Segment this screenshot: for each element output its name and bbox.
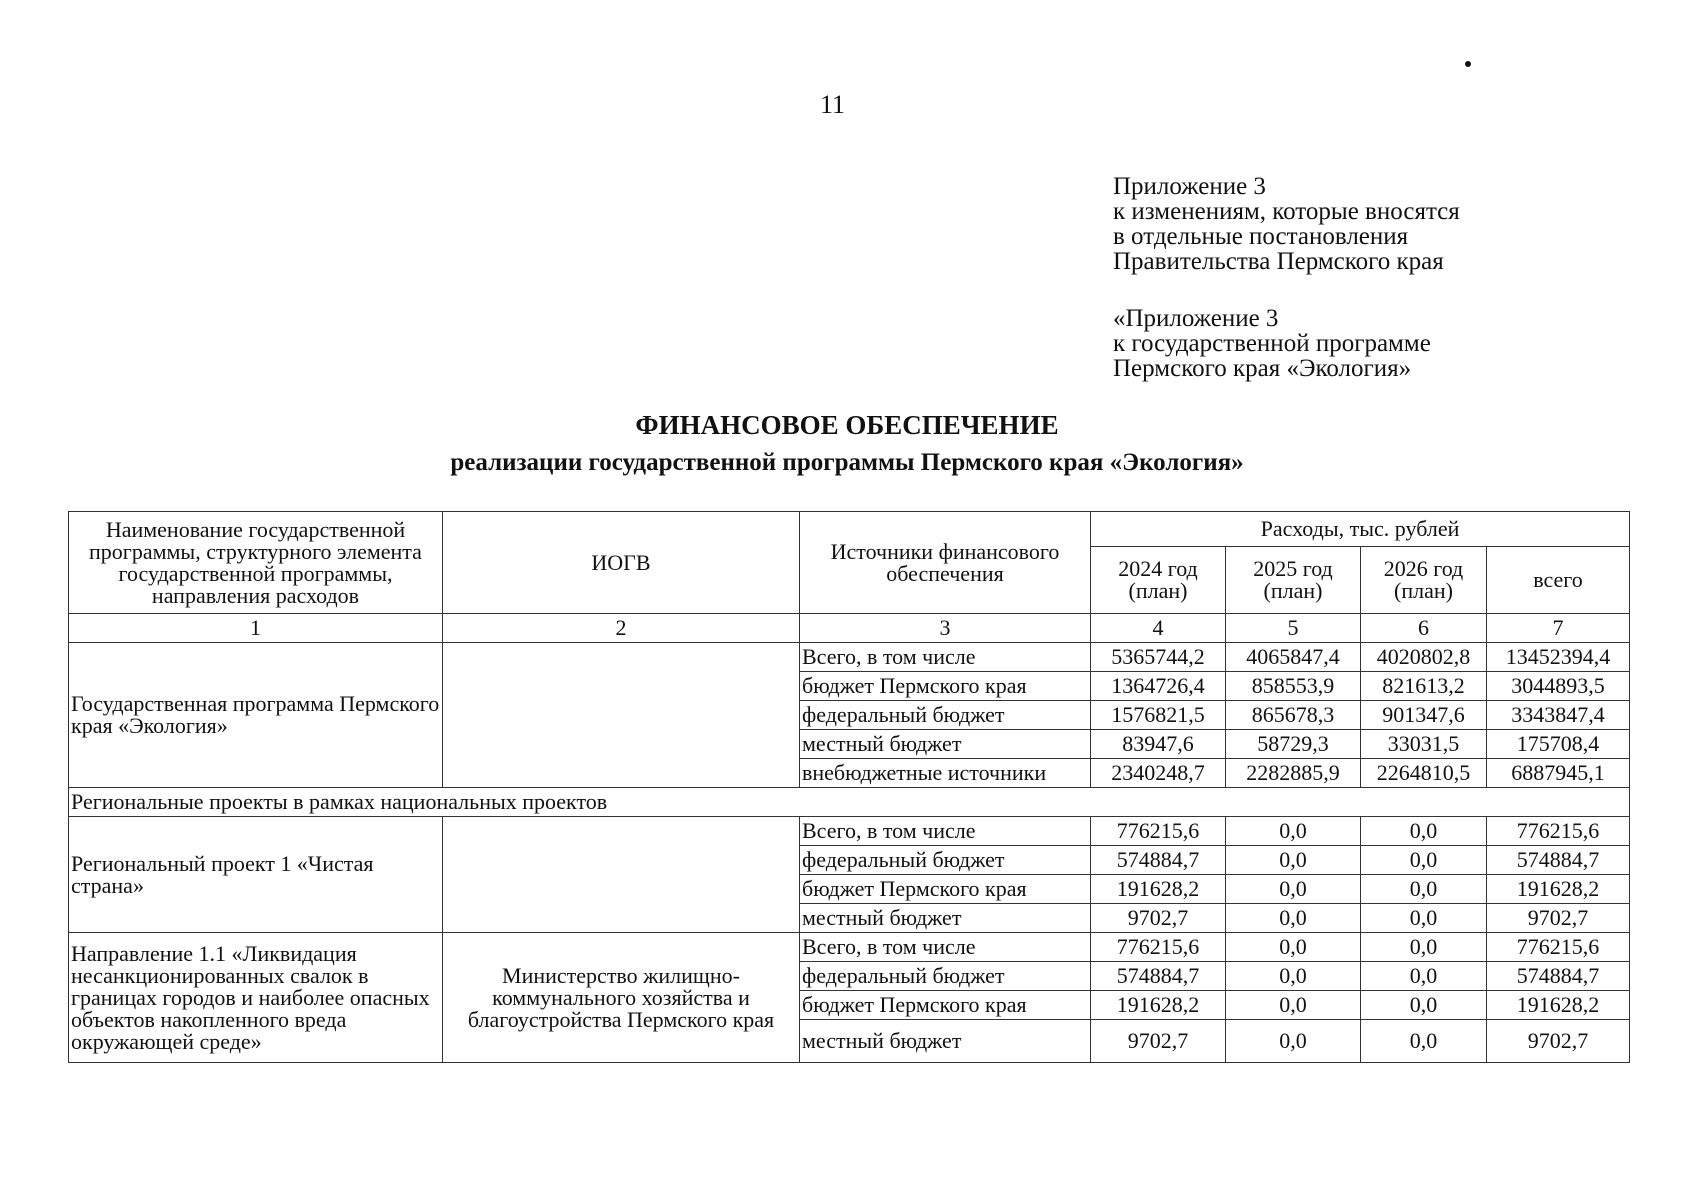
value-2025: 0,0 [1226,991,1361,1020]
value-2026: 0,0 [1361,904,1487,933]
document-title: ФИНАНСОВОЕ ОБЕСПЕЧЕНИЕ [635,410,1059,440]
value-total: 574884,7 [1487,962,1630,991]
value-2026: 0,0 [1361,933,1487,962]
column-number: 4 [1091,614,1226,643]
source-cell: Всего, в том числе [800,817,1091,846]
value-total: 13452394,4 [1487,643,1630,672]
value-2025: 0,0 [1226,962,1361,991]
annex-header-line: к изменениям, которые вносятся [1113,198,1460,225]
column-number: 6 [1361,614,1487,643]
value-2026: 901347,6 [1361,701,1487,730]
page-number: 11 [820,90,846,119]
value-2025: 865678,3 [1226,701,1361,730]
source-cell: бюджет Пермского края [800,672,1091,701]
table-row [69,817,1630,846]
value-2024: 9702,7 [1091,1020,1226,1063]
value-2024: 1364726,4 [1091,672,1226,701]
value-2024: 83947,6 [1091,730,1226,759]
value-2025: 2282885,9 [1226,759,1361,788]
project-iogv [443,817,800,933]
value-2026: 0,0 [1361,875,1487,904]
value-total: 574884,7 [1487,846,1630,875]
value-total: 3343847,4 [1487,701,1630,730]
value-total: 776215,6 [1487,933,1630,962]
column-number-row [69,614,1630,643]
annex-header-line: в отдельные постановления [1113,223,1409,250]
value-2024: 5365744,2 [1091,643,1226,672]
header-2025: 2025 год (план) [1226,547,1361,614]
value-2026: 0,0 [1361,991,1487,1020]
column-number: 5 [1226,614,1361,643]
value-2024: 574884,7 [1091,962,1226,991]
annex-header [1113,174,1460,274]
direction-name: Направление 1.1 «Ликвидация несанкционированных свалок в границах городов и наиболее опасных объектов накопленного вреда окружающей среде» [69,933,443,1063]
value-2026: 0,0 [1361,962,1487,991]
source-cell: Всего, в том числе [800,933,1091,962]
header-name: Наименование государственной программы, структурного элемента государственной программы, направления расходов [69,512,443,614]
scan-speck [1465,61,1471,67]
value-total: 776215,6 [1487,817,1630,846]
section-title: Региональные проекты в рамках национальных проектов [69,788,1630,817]
value-2025: 0,0 [1226,1020,1361,1063]
header-total: всего [1487,547,1630,614]
table-row [69,933,1630,962]
source-cell: федеральный бюджет [800,846,1091,875]
value-total: 191628,2 [1487,875,1630,904]
column-number: 1 [69,614,443,643]
value-2025: 0,0 [1226,933,1361,962]
value-2026: 2264810,5 [1361,759,1487,788]
value-2026: 33031,5 [1361,730,1487,759]
annex-program [1113,306,1431,381]
value-2025: 4065847,4 [1226,643,1361,672]
source-cell: федеральный бюджет [800,701,1091,730]
annex-header-line: Правительства Пермского края [1113,248,1444,275]
header-2026: 2026 год (план) [1361,547,1487,614]
value-2026: 0,0 [1361,846,1487,875]
direction-iogv: Министерство жилищно-коммунального хозяйства и благоустройства Пермского края [443,933,800,1063]
table-row [69,643,1630,672]
value-total: 175708,4 [1487,730,1630,759]
value-2025: 0,0 [1226,904,1361,933]
value-2024: 776215,6 [1091,933,1226,962]
source-cell: местный бюджет [800,1020,1091,1063]
project-name: Региональный проект 1 «Чистая страна» [69,817,443,933]
value-2024: 2340248,7 [1091,759,1226,788]
header-2024: 2024 год (план) [1091,547,1226,614]
value-2025: 0,0 [1226,817,1361,846]
value-total: 9702,7 [1487,1020,1630,1063]
source-cell: Всего, в том числе [800,643,1091,672]
column-number: 2 [443,614,800,643]
value-total: 3044893,5 [1487,672,1630,701]
source-cell: местный бюджет [800,904,1091,933]
source-cell: федеральный бюджет [800,962,1091,991]
annex-program-line: к государственной программе [1113,330,1431,357]
value-2025: 0,0 [1226,875,1361,904]
column-number: 3 [800,614,1091,643]
value-2026: 0,0 [1361,817,1487,846]
header-expenses: Расходы, тыс. рублей [1091,512,1630,547]
value-2024: 191628,2 [1091,991,1226,1020]
source-cell: бюджет Пермского края [800,991,1091,1020]
value-total: 9702,7 [1487,904,1630,933]
annex-header-line: Приложение 3 [1113,173,1266,200]
value-2024: 574884,7 [1091,846,1226,875]
value-2026: 0,0 [1361,1020,1487,1063]
value-total: 191628,2 [1487,991,1630,1020]
financing-table [68,511,1630,1063]
source-cell: местный бюджет [800,730,1091,759]
column-number: 7 [1487,614,1630,643]
header-sources: Источники финансового обеспечения [800,512,1091,614]
value-2024: 1576821,5 [1091,701,1226,730]
source-cell: бюджет Пермского края [800,875,1091,904]
annex-program-line: «Приложение 3 [1113,305,1279,332]
annex-program-line: Пермского края «Экология» [1113,355,1412,382]
value-2026: 4020802,8 [1361,643,1487,672]
value-2024: 191628,2 [1091,875,1226,904]
source-cell: внебюджетные источники [800,759,1091,788]
value-total: 6887945,1 [1487,759,1630,788]
value-2025: 0,0 [1226,846,1361,875]
program-iogv [443,643,800,788]
value-2024: 776215,6 [1091,817,1226,846]
section-row [69,788,1630,817]
value-2024: 9702,7 [1091,904,1226,933]
value-2025: 858553,9 [1226,672,1361,701]
value-2025: 58729,3 [1226,730,1361,759]
program-name: Государственная программа Пермского края «Экология» [69,643,443,788]
header-iogv: ИОГВ [443,512,800,614]
document-subtitle: реализации государственной программы Пермского края «Экология» [450,449,1244,476]
value-2026: 821613,2 [1361,672,1487,701]
